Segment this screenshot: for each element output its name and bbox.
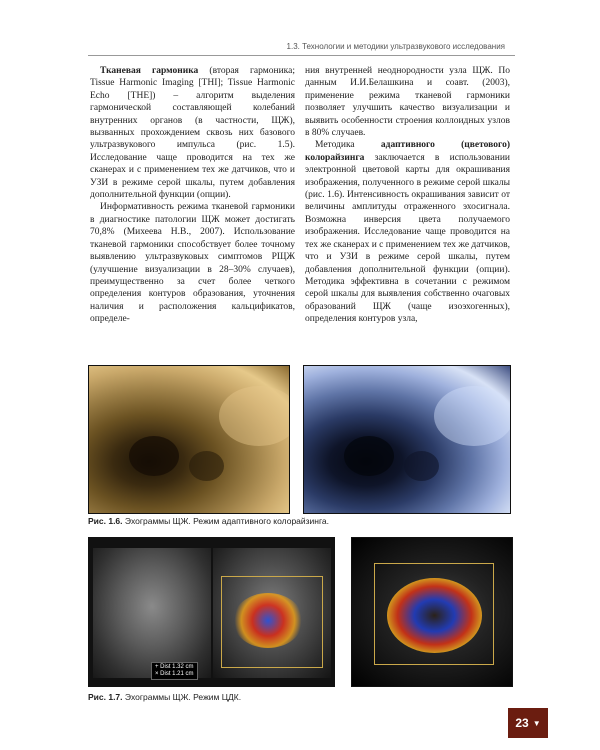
figure-label: Рис. 1.7.	[88, 692, 123, 702]
paragraph	[90, 65, 295, 201]
distance-2: × Dist 1.21 cm	[155, 671, 194, 677]
figure-caption-text: Эхограммы ЩЖ. Режим адаптивного колорайзинга.	[122, 516, 329, 526]
figure-caption-text: Эхограммы ЩЖ. Режим ЦДК.	[122, 692, 242, 702]
paragraph-text: (вторая гармоника; Tissue Harmonic Imaging [THI]; Tissue Harmonic Echo [THE]) – алгоритм выделения гармонической составляющей колебаний внутренних органов (в частности, ЩЖ), вызванных прохождением сквозь них базового ультразвукового импульса (рис. 1.5). Исследование чаще проводится на тех же сканерах и с применением тех же датчиков, что и УЗИ в режиме серой шкалы, путем добавления дополнительной функции (опции).	[90, 66, 295, 201]
paragraph: ния внутренней неоднородности узла ЩЖ. По данным И.И.Белашкина и соавт. (2003), применение режима тканевой гармоники позволяет улучшить качество визуализации и выявить особенности строения коллоидных узлов в 80% случаев.	[305, 66, 510, 139]
figure-label: Рис. 1.6.	[88, 516, 123, 526]
page-number: 23	[515, 716, 529, 730]
echogram-grayscale-half	[93, 548, 211, 678]
distance-1: + Dist 1.32 cm	[155, 664, 194, 670]
figure-caption-1-7	[88, 692, 241, 702]
measurement-readout	[151, 662, 198, 680]
term-adaptive-colorizing: адаптивного (цветового) колорайзинга	[305, 140, 510, 163]
paragraph	[305, 139, 510, 325]
text-column-right	[305, 65, 510, 326]
echogram-doppler-half	[213, 548, 331, 678]
page-number-badge	[508, 708, 548, 738]
triangle-down-icon: ▼	[532, 718, 541, 728]
running-header: 1.3. Технологии и методики ультразвукового исследования	[286, 42, 505, 51]
echogram-color-doppler-node	[351, 537, 513, 687]
paragraph-lead: Методика	[315, 140, 381, 151]
paragraph-text: заключается в использовании электронной цветовой карты для окрашивания изображения, полученного в режиме серой шкалы (рис. 1.6). Интенсивность окрашивания зависит от величины амплитуды отраженного эхосигнала. Возможна инверсия цвета получаемого изображения. Исследование чаще проводится на тех же сканерах и с применением тех же датчиков, что и УЗИ в режиме серой шкалы, путем добавления дополнительной функции (опции). Методика эффективна в сочетании с режимом серой шкалы для выявления собственно очаговых образований ЩЖ (чаще изоэхогенных), определения контуров узла,	[305, 152, 510, 325]
echogram-sepia	[88, 365, 290, 514]
paragraph: Информативность режима тканевой гармоники в диагностике патологии ЩЖ может достигать 70,8% (Михеева Н.В., 2007). Использование тканевой гармоники способствует более точному выявлению ультразвуковых симптомов РЩЖ (улучшение визуализации в 28–30% случаев), преимущественно за счет более четкого определения контуров образования, уточнения наличия и расположения кальцификатов, определе-	[90, 202, 295, 325]
text-column-left	[90, 65, 295, 326]
echogram-color-doppler-dual	[88, 537, 335, 687]
echogram-blue	[303, 365, 511, 514]
header-rule	[88, 55, 515, 56]
term-tissue-harmonic: Тканевая гармоника	[100, 66, 199, 76]
figure-caption-1-6	[88, 516, 329, 526]
